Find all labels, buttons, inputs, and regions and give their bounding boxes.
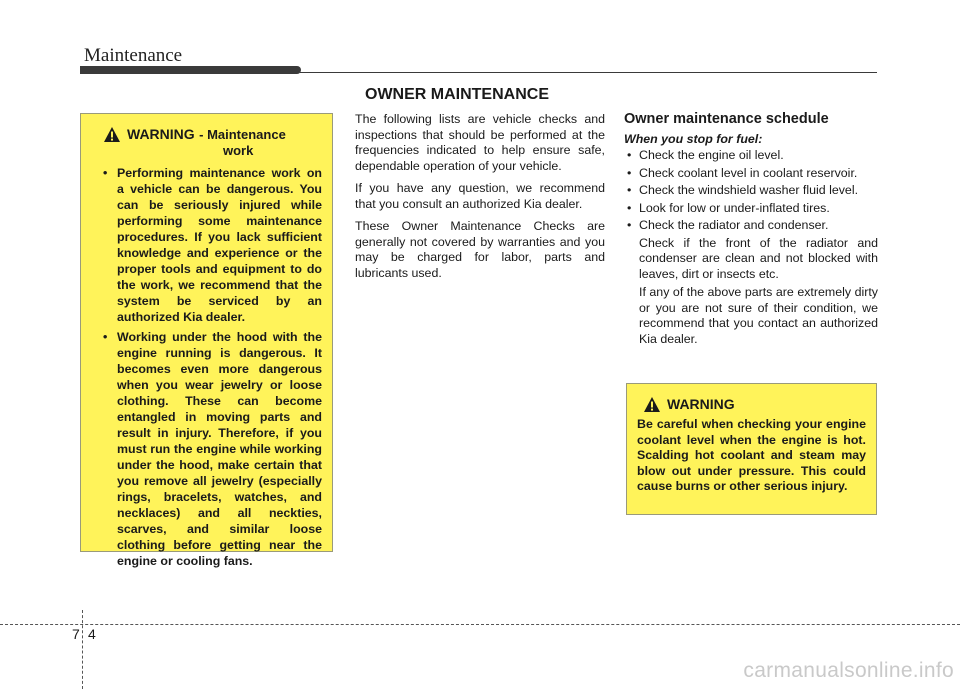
header-rule <box>300 72 877 73</box>
warning-header <box>103 126 322 159</box>
footer-divider <box>82 610 83 689</box>
watermark: carmanualsonline.info <box>743 659 954 682</box>
page-heading: OWNER MAINTENANCE <box>365 86 549 103</box>
warning-title: WARNING <box>127 126 195 142</box>
page-number: 4 <box>88 626 96 642</box>
check-item: • Check the windshield washer fluid level. <box>624 183 878 199</box>
schedule-subtitle: When you stop for fuel: <box>624 132 763 146</box>
check-item-label: Check the radiator and condenser. <box>639 218 829 232</box>
warning-triangle-icon <box>643 396 661 413</box>
check-note: Check if the front of the radiator and condenser are clean and not blocked with leaves, dirt or insects etc. <box>639 235 878 281</box>
warning-subtitle-cont: work <box>223 143 254 158</box>
warning-title: WARNING <box>667 396 735 412</box>
section-title: Maintenance <box>84 45 183 66</box>
warning-body: Be careful when checking your engine coolant level when the engine is hot. Scalding hot coolant and steam may blow out under pressure. This could cause burns or other serious injury. <box>637 417 866 493</box>
warning-header <box>637 396 866 413</box>
chapter-number: 7 <box>72 626 80 642</box>
schedule-column <box>624 111 878 350</box>
intro-paragraph: These Owner Maintenance Checks are generally not covered by warranties and you may be charged for labor, parts and lubricants used. <box>355 219 605 280</box>
check-list <box>624 148 878 347</box>
check-item: • Check the engine oil level. <box>624 148 878 164</box>
intro-paragraph: The following lists are vehicle checks and inspections that should be performed at the frequencies indicated to help ensure safe, dependable operation of your vehicle. <box>355 112 605 173</box>
check-note: If any of the above parts are extremely dirty or you are not sure of their condition, we recommend that you contact an authorized Kia dealer. <box>639 285 878 346</box>
warning-box-coolant <box>626 383 877 515</box>
warning-subtitle: - Maintenance <box>199 127 286 142</box>
check-item <box>624 218 878 347</box>
intro-column <box>355 112 605 288</box>
check-item: • Check coolant level in coolant reservoir. <box>624 166 878 182</box>
warning-item: • Working under the hood with the engine running is dangerous. It becomes even more dangerous when you wear jewelry or loose clothing. These can become entangled in moving parts and result in injury. Therefore, if you must run the engine while working under the hood, make certain that you remove all jewelry (especially rings, bracelets, watches, and necklaces) and all neckties, scarves, and similar loose clothing before getting near the engine or cooling fans. <box>103 329 322 569</box>
schedule-title: Owner maintenance schedule <box>624 111 829 127</box>
intro-paragraph: If you have any question, we recommend that you consult an authorized Kia dealer. <box>355 181 605 211</box>
header-bar <box>80 66 301 74</box>
warning-triangle-icon <box>103 126 121 143</box>
warning-item: • Performing maintenance work on a vehicle can be dangerous. You can be seriously injured while performing some maintenance procedures. If you lack sufficient knowledge and experience or the proper tools and equipment to do the work, we recommend that the system be serviced by an authorized Kia dealer. <box>103 165 322 325</box>
footer-rule <box>0 624 960 625</box>
warning-list <box>103 165 322 569</box>
warning-box-maintenance <box>80 113 333 568</box>
check-item: • Look for low or under-inflated tires. <box>624 201 878 217</box>
